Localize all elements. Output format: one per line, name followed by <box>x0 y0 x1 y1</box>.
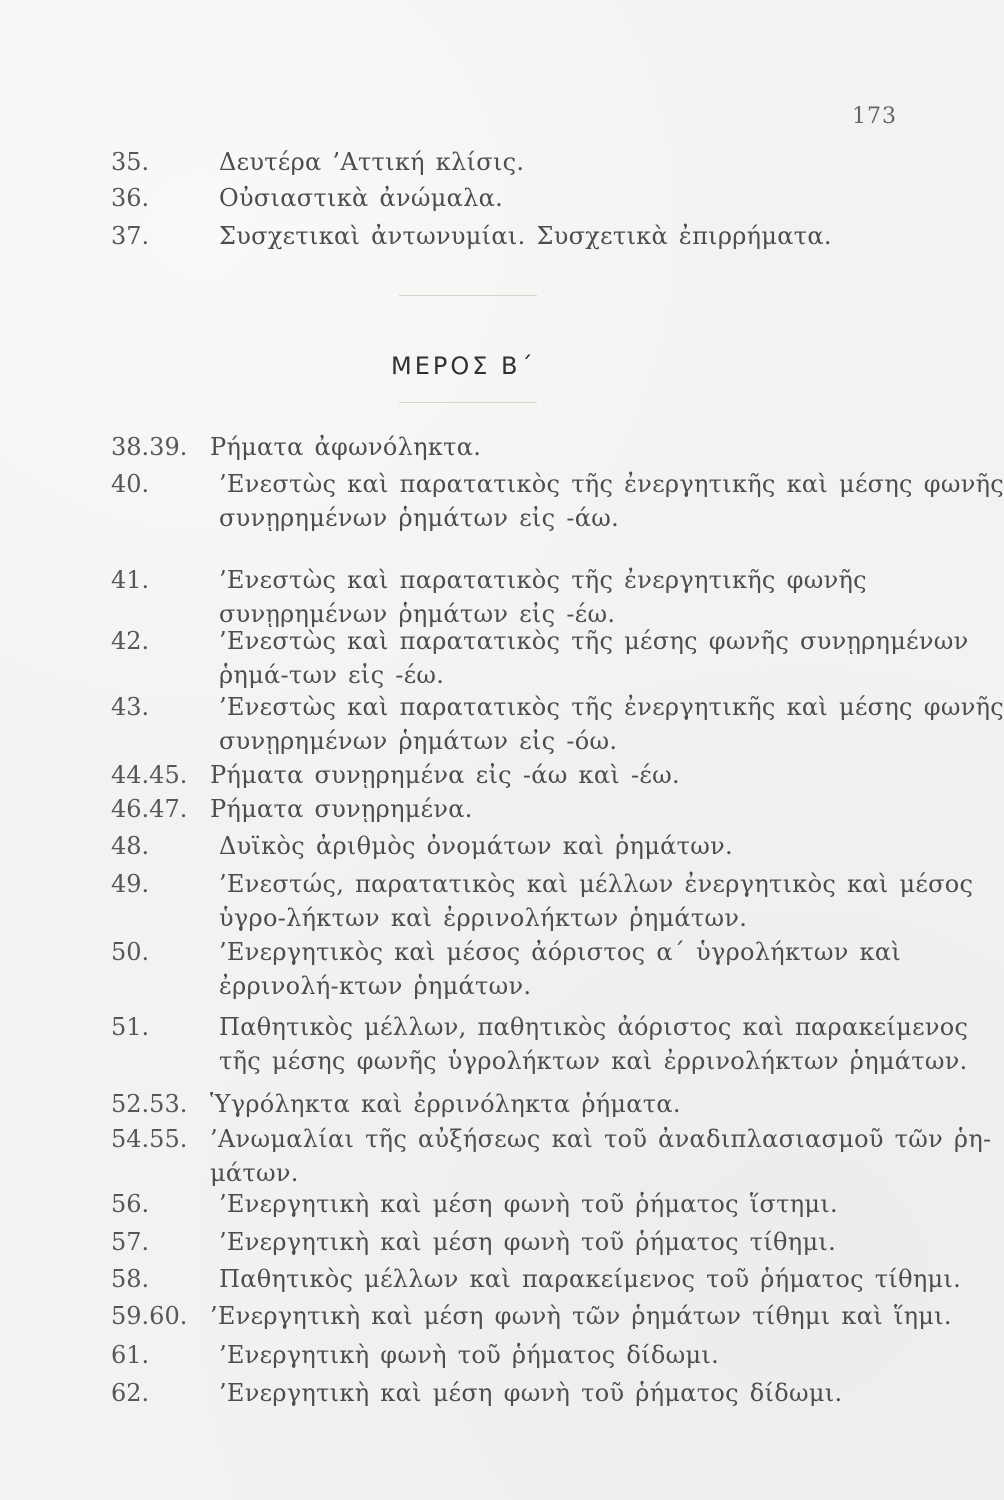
entry-text: ’Ενεστώς, παρατατικὸς καὶ μέλλων ἐνεργητικὸς καὶ μέσος ὑγρο-λήκτων καὶ ἐρρινολήκτων ῥημάτων. <box>219 870 974 932</box>
entry-number: 58. <box>111 1265 150 1293</box>
entry-text: Ρήματα ἀφωνόληκτα. <box>210 433 482 461</box>
entry-number: 35. <box>111 148 150 176</box>
entry-text: ’Ενεργητικὸς καὶ μέσος ἀόριστος α΄ ὑγρολήκτων καὶ ἐρρινολή-κτων ῥημάτων. <box>219 938 902 1000</box>
section-title: ΜΕΡΟΣ Β΄ <box>391 352 536 380</box>
entry-text: Δυϊκὸς ἀριθμὸς ὀνομάτων καὶ ῥημάτων. <box>219 832 733 860</box>
entry-number: 48. <box>111 832 150 860</box>
entry-text: Παθητικὸς μέλλων, παθητικὸς ἀόριστος καὶ παρακείμενος τῆς μέσης φωνῆς ὑγρολήκτων καὶ ἐρρινολήκτων ῥημάτων. <box>219 1013 969 1075</box>
entry-number: 36. <box>111 184 150 212</box>
entry-text: ’Ενεργητικὴ καὶ μέση φωνὴ τοῦ ῥήματος δίδωμι. <box>219 1379 843 1407</box>
entry-number: 56. <box>111 1190 150 1218</box>
entry-number: 51. <box>111 1013 150 1041</box>
entry-number: 62. <box>111 1379 150 1407</box>
entry-text: Παθητικὸς μέλλων καὶ παρακείμενος τοῦ ῥήματος τίθημι. <box>219 1265 962 1293</box>
entry-number: 61. <box>111 1341 150 1369</box>
entry-text: ’Ενεργητικὴ καὶ μέση φωνὴ τοῦ ῥήματος τίθημι. <box>219 1228 837 1256</box>
entry-number: 49. <box>111 870 150 898</box>
entry-number: 41. <box>111 566 150 594</box>
entry-text: Οὐσιαστικὰ ἀνώμαλα. <box>219 184 504 212</box>
entry-text: ’Ανωμαλίαι τῆς αὐξήσεως καὶ τοῦ ἀναδιπλασιασμοῦ τῶν ῥη-μάτων. <box>210 1125 992 1187</box>
entry-text: ’Ενεργητικὴ καὶ μέση φωνὴ τῶν ῥημάτων τίθημι καὶ ἵημι. <box>210 1302 952 1330</box>
entry-text: ’Ενεστὼς καὶ παρατατικὸς τῆς ἐνεργητικῆς φωνῆς συνῃρημένων ῥημάτων εἰς -έω. <box>219 566 867 628</box>
entry-number: 54.55. <box>111 1125 188 1153</box>
section-divider-top <box>399 295 537 296</box>
entry-text: Δευτέρα ’Αττική κλίσις. <box>219 148 525 176</box>
entry-number: 46.47. <box>111 795 188 823</box>
page-number: 173 <box>852 104 897 129</box>
entry-text: Ρήματα συνῃρημένα. <box>210 795 473 823</box>
entry-number: 50. <box>111 938 150 966</box>
entry-text: ’Ενεστὼς καὶ παρατατικὸς τῆς μέσης φωνῆς συνῃρημένων ῥημά-των εἰς -έω. <box>219 627 969 689</box>
entry-text: ’Ενεστὼς καὶ παρατατικὸς τῆς ἐνεργητικῆς καὶ μέσης φωνῆς συνῃρημένων ῥημάτων εἰς -άω. <box>219 470 1004 532</box>
entry-number: 40. <box>111 470 150 498</box>
entry-number: 57. <box>111 1228 150 1256</box>
entry-text: ’Ενεστὼς καὶ παρατατικὸς τῆς ἐνεργητικῆς καὶ μέσης φωνῆς συνῃρημένων ῥημάτων εἰς -όω. <box>219 693 1004 755</box>
entry-number: 44.45. <box>111 761 188 789</box>
entry-text: ’Ενεργητικὴ καὶ μέση φωνὴ τοῦ ῥήματος ἵστημι. <box>219 1190 838 1218</box>
entry-number: 43. <box>111 693 150 721</box>
entry-number: 37. <box>111 222 150 250</box>
entry-number: 38.39. <box>111 433 188 461</box>
entry-text: Συσχετικαὶ ἀντωνυμίαι. Συσχετικὰ ἐπιρρήματα. <box>219 222 832 250</box>
entry-text: Ρήματα συνῃρημένα εἰς -άω καὶ -έω. <box>210 761 680 789</box>
entry-number: 42. <box>111 627 150 655</box>
entry-number: 59.60. <box>111 1302 188 1330</box>
entry-text: Ὑγρόληκτα καὶ ἐρρινόληκτα ῥήματα. <box>210 1090 681 1118</box>
entry-number: 52.53. <box>111 1090 188 1118</box>
section-divider-bottom <box>399 402 537 403</box>
entry-text: ’Ενεργητικὴ φωνὴ τοῦ ῥήματος δίδωμι. <box>219 1341 720 1369</box>
